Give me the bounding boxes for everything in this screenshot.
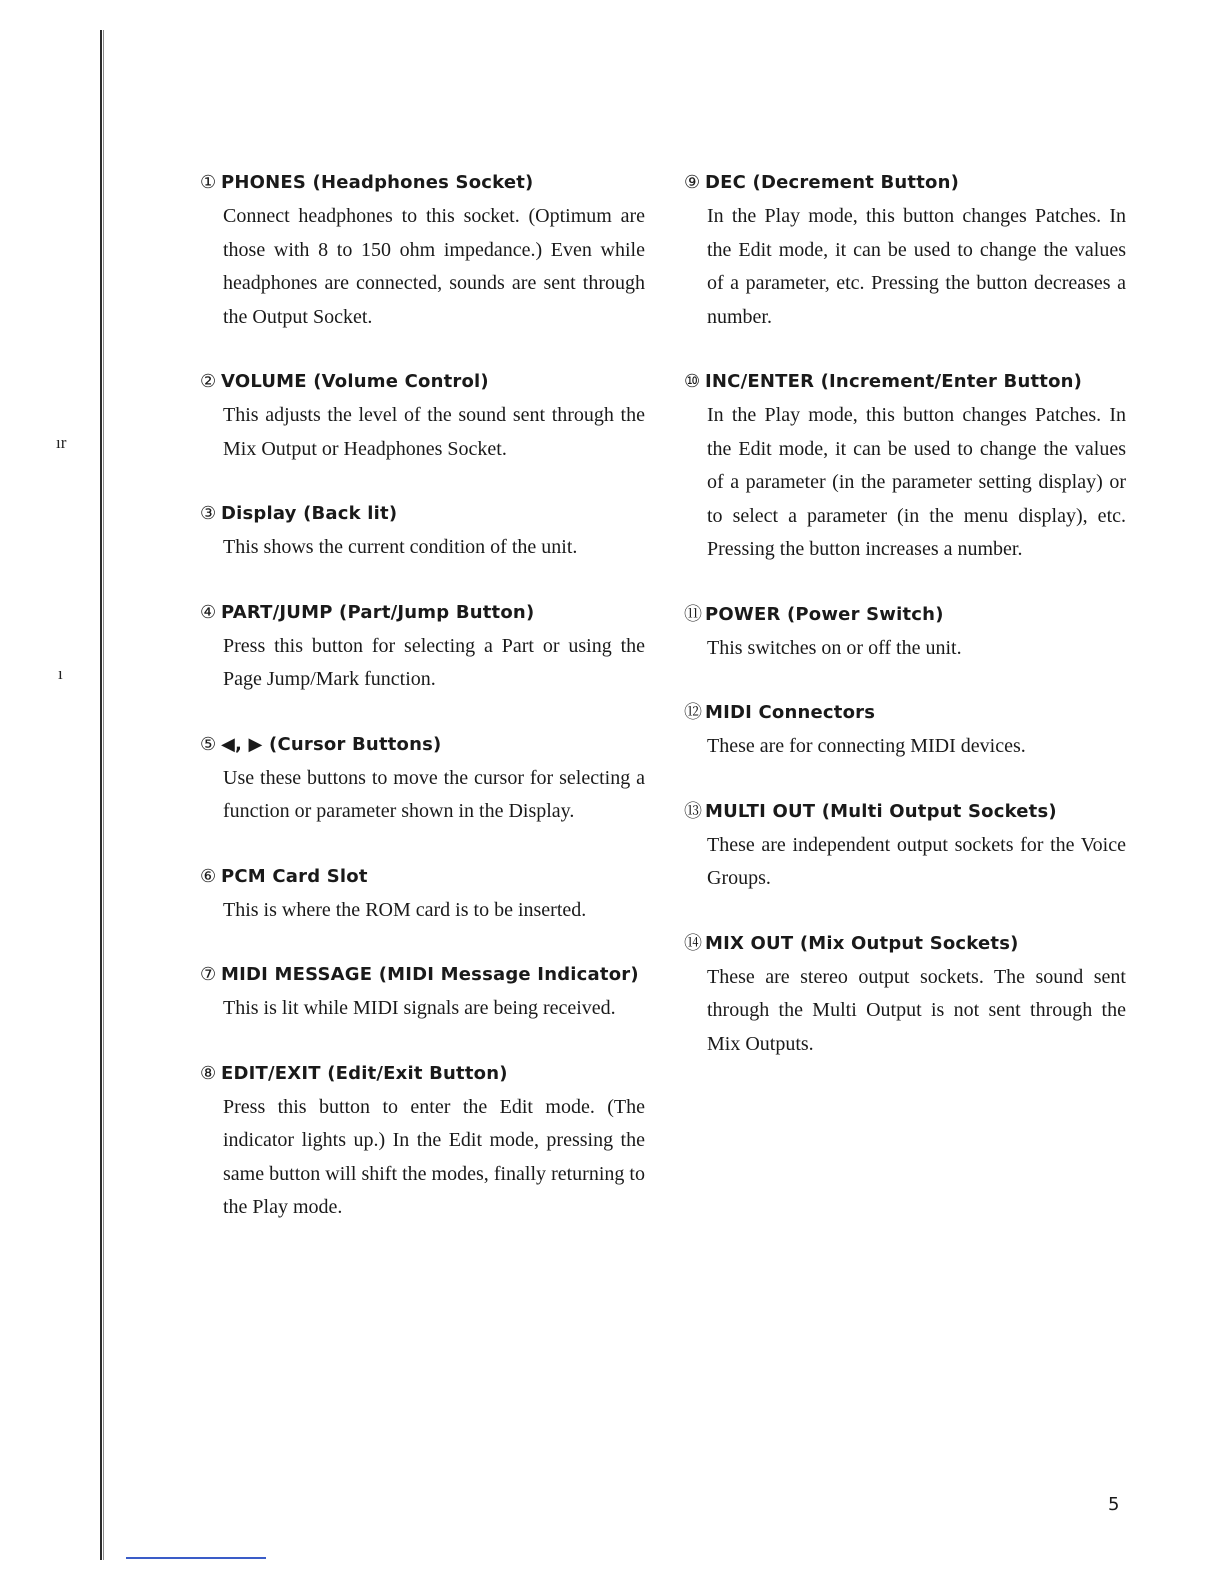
item-title: PHONES (Headphones Socket)	[221, 172, 534, 193]
item-title: POWER (Power Switch)	[705, 603, 944, 625]
item-title: EDIT/EXIT (Edit/Exit Button)	[221, 1062, 508, 1084]
item-description: These are independent output sockets for the Voice Groups.	[707, 833, 1126, 889]
item-heading	[200, 497, 645, 531]
item-title: MIDI Connectors	[705, 702, 876, 723]
item-description: This shows the current condition of the unit.	[223, 536, 578, 558]
bleed-text-lower: ı	[58, 664, 63, 683]
binding-line-shadow	[103, 30, 104, 1560]
item-heading	[200, 596, 645, 630]
item-description: Press this button for selecting a Part or using the Page Jump/Mark function.	[223, 634, 645, 690]
item-number: ④	[200, 601, 217, 623]
item-description: In the Play mode, this button changes Patches. In the Edit mode, it can be used to change the values of a parameter, etc. Pressing the button decreases a number.	[707, 205, 1126, 328]
item-number: ③	[200, 503, 217, 524]
item-number: ⑥	[200, 865, 217, 887]
item-title: VOLUME (Volume Control)	[221, 371, 489, 392]
item-heading	[684, 598, 1126, 632]
item-heading	[684, 795, 1126, 829]
item-number: ⑬	[684, 800, 703, 822]
item-part-jump	[200, 596, 645, 697]
item-number: ①	[200, 172, 217, 193]
item-multi-out	[684, 795, 1126, 896]
item-heading	[200, 958, 645, 992]
item-title: ◀, ▶ (Cursor Buttons)	[221, 733, 442, 755]
item-description: In the Play mode, this button changes Patches. In the Edit mode, it can be used to change the values of a parameter (in the parameter setting display) or to select a parameter (in the menu display), etc. Pressing the button increases a number.	[707, 404, 1126, 560]
left-column	[200, 166, 645, 1256]
item-title: MIDI MESSAGE (MIDI Message Indicator)	[221, 964, 639, 985]
item-description: This is lit while MIDI signals are being received.	[223, 997, 616, 1019]
item-heading	[200, 1057, 645, 1091]
item-description: These are for connecting MIDI devices.	[707, 735, 1026, 757]
item-heading	[200, 365, 645, 399]
item-heading	[684, 365, 1126, 399]
item-number: ⑫	[684, 702, 703, 723]
item-dec	[684, 166, 1126, 334]
item-number: ②	[200, 371, 217, 392]
item-inc-enter	[684, 365, 1126, 567]
item-number: ⑪	[684, 603, 703, 625]
bleed-text-upper: ır	[56, 433, 67, 452]
item-description: This adjusts the level of the sound sent through the Mix Output or Headphones Socket.	[223, 404, 645, 460]
item-heading	[200, 728, 645, 762]
item-number: ⑤	[200, 733, 217, 755]
item-heading	[684, 927, 1126, 961]
item-midi-message	[200, 958, 645, 1026]
item-description: Connect headphones to this socket. (Optimum are those with 8 to 150 ohm impedance.) Even while headphones are connected, sounds are sent through the Output Socket.	[223, 205, 645, 328]
item-title: PCM Card Slot	[221, 865, 368, 887]
item-pcm-card-slot	[200, 860, 645, 928]
item-number: ⑩	[684, 371, 701, 392]
item-heading	[684, 696, 1126, 730]
right-column	[684, 166, 1126, 1092]
item-description: These are stereo output sockets. The sound sent through the Multi Output is not sent through the Mix Outputs.	[707, 965, 1126, 1055]
item-description: This switches on or off the unit.	[707, 636, 962, 659]
item-title: INC/ENTER (Increment/Enter Button)	[705, 371, 1083, 392]
item-title: MULTI OUT (Multi Output Sockets)	[705, 800, 1057, 822]
binding-line	[100, 30, 102, 1560]
item-power	[684, 598, 1126, 666]
item-heading	[200, 860, 645, 894]
item-midi-connectors	[684, 696, 1126, 764]
item-title: PART/JUMP (Part/Jump Button)	[221, 601, 535, 623]
item-description: This is where the ROM card is to be inserted.	[223, 898, 587, 921]
item-number: ⑦	[200, 964, 217, 985]
item-number: ⑧	[200, 1062, 217, 1084]
item-description: Press this button to enter the Edit mode. (The indicator lights up.) In the Edit mode, pressing the same button will shift the modes, finally returning to the Play mode.	[223, 1095, 645, 1218]
footer-rule	[126, 1557, 266, 1559]
item-heading	[684, 166, 1126, 200]
item-heading	[200, 166, 645, 200]
item-number: ⑭	[684, 932, 703, 954]
item-display	[200, 497, 645, 565]
item-volume	[200, 365, 645, 466]
item-edit-exit	[200, 1057, 645, 1225]
item-cursor-buttons	[200, 728, 645, 829]
item-description: Use these buttons to move the cursor for selecting a function or parameter shown in the Display.	[223, 766, 645, 822]
item-phones	[200, 166, 645, 334]
page-number: 5	[1108, 1494, 1120, 1515]
item-title: DEC (Decrement Button)	[705, 172, 960, 193]
item-mix-out	[684, 927, 1126, 1062]
item-number: ⑨	[684, 172, 701, 193]
item-title: MIX OUT (Mix Output Sockets)	[705, 932, 1019, 954]
item-title: Display (Back lit)	[221, 503, 398, 524]
